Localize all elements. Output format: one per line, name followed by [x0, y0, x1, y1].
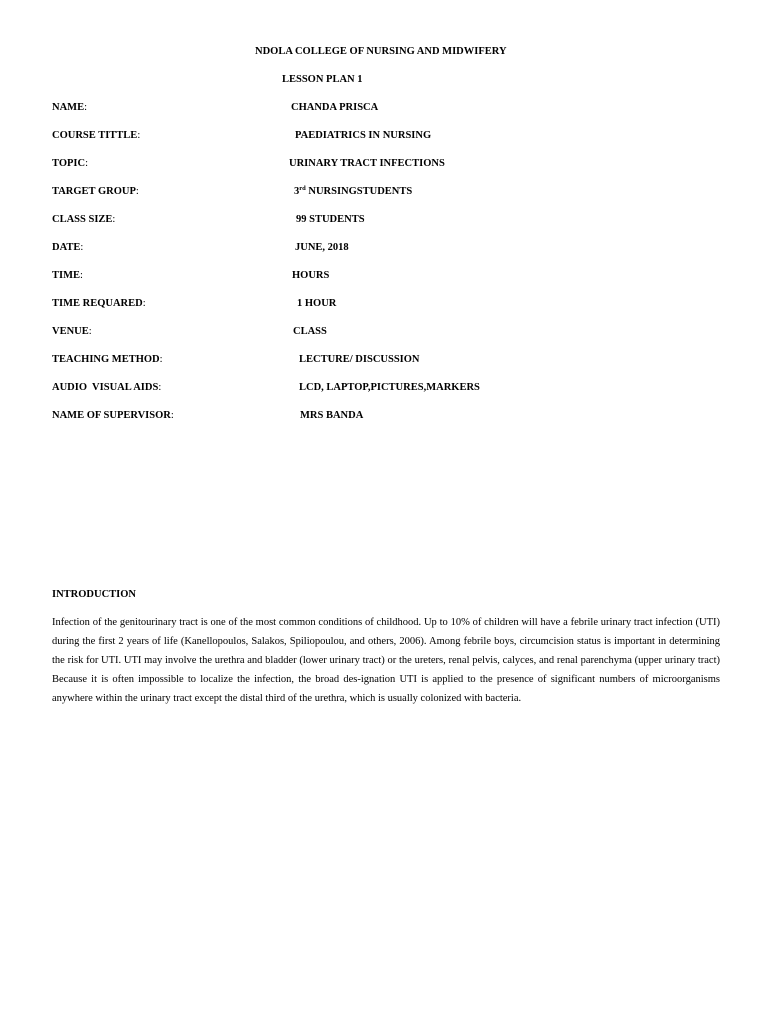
- field-value-course-title: PAEDIATRICS IN NURSING: [295, 130, 432, 141]
- field-label-course-title: COURSE TITTLE:: [52, 130, 141, 141]
- field-label-class-size: CLASS SIZE:: [52, 214, 116, 225]
- field-label-time: TIME:: [52, 270, 83, 281]
- lesson-plan-title: LESSON PLAN 1: [282, 74, 363, 85]
- field-label-target-group: TARGET GROUP:: [52, 186, 139, 197]
- field-value-name: CHANDA PRISCA: [291, 102, 379, 113]
- field-value-venue: CLASS: [293, 326, 327, 337]
- field-value-date: JUNE, 2018: [295, 242, 349, 253]
- field-value-topic: URINARY TRACT INFECTIONS: [289, 158, 445, 169]
- field-value-target-group: 3rd NURSINGSTUDENTS: [294, 185, 413, 197]
- introduction-heading: INTRODUCTION: [52, 589, 137, 600]
- field-label-date: DATE:: [52, 242, 84, 253]
- field-label-venue: VENUE:: [52, 326, 92, 337]
- field-label-teaching-method: TEACHING METHOD:: [52, 354, 163, 365]
- field-value-supervisor: MRS BANDA: [300, 410, 364, 421]
- field-label-audio-visual-aids: AUDIO VISUAL AIDS:: [52, 382, 162, 393]
- field-label-name: NAME:: [52, 102, 88, 113]
- field-value-audio-visual-aids: LCD, LAPTOP,PICTURES,MARKERS: [299, 382, 480, 393]
- introduction-paragraph: Infection of the genitourinary tract is one of the most common conditions of childhood. Up to 10% of children will have a febrile urinary tract infection (UTI) during the first 2 years of life (Kanellopoulos, Salakos, Spiliopoulou, and others, 2006). Among febrile boys, circumcision status is important in determining the risk for UTI. UTI may involve the urethra and bladder (lower urinary tract) or the ureters, renal pelvis, calyces, and renal parenchyma (upper urinary tract) Because it is often impossible to localize the infection, the broad des-ignation UTI is applied to the presence of significant numbers of microorganisms anywhere within the urinary tract except the distal third of the urethra, which is usually colonized with bacteria.: [52, 617, 720, 704]
- field-value-time: HOURS: [292, 270, 330, 281]
- field-value-teaching-method: LECTURE/ DISCUSSION: [299, 354, 420, 365]
- college-title: NDOLA COLLEGE OF NURSING AND MIDWIFERY: [255, 46, 507, 57]
- field-label-topic: TOPIC:: [52, 158, 88, 169]
- field-value-class-size: 99 STUDENTS: [296, 214, 365, 225]
- field-label-supervisor: NAME OF SUPERVISOR:: [52, 410, 174, 421]
- field-value-time-required: 1 HOUR: [297, 298, 337, 309]
- field-label-time-required: TIME REQUARED:: [52, 298, 146, 309]
